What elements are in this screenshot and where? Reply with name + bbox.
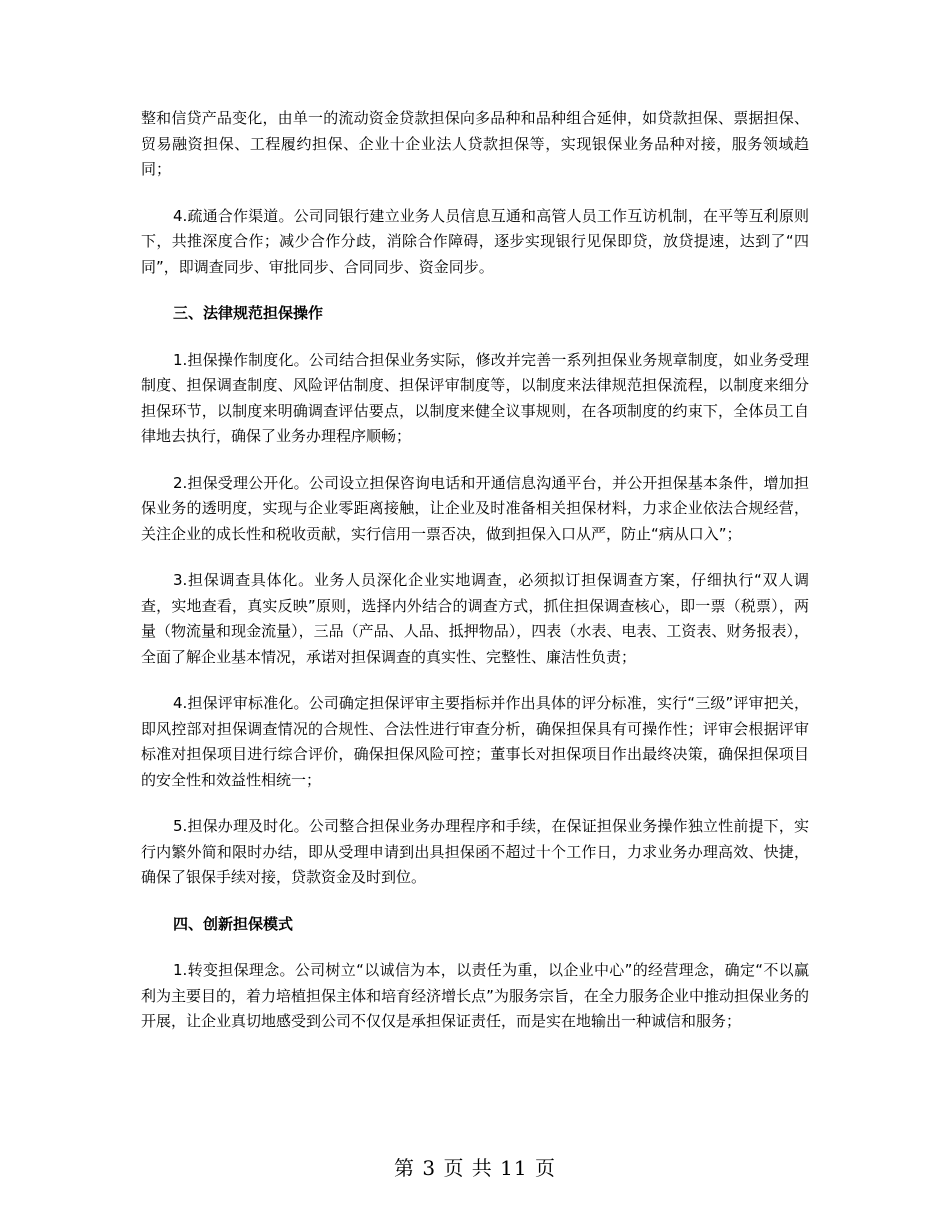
section-heading-innovate: 四、创新担保模式 [173, 914, 294, 933]
paragraph-publicize: 2.担保受理公开化。公司设立担保咨询电话和开通信息沟通平台，并公开担保基本条件，增加担保业务的透明度，实现与企业零距离接触，让企业及时准备相关担保材料，力求企业依法合规经营，关注企业的成长性和税收贡献，实行信用一票否决，做到担保入口从严，防止“病从口入”； [141, 473, 809, 543]
paragraph-concept: 1.转变担保理念。公司树立“以诚信为本，以责任为重，以企业中心”的经营理念，确定“不以赢利为主要目的，着力培植担保主体和培育经济增长点”为服务宗旨，在全力服务企业中推动担保业务的开展，让企业真切地感受到公司不仅仅是承担保证责任，而是实在地输出一种诚信和服务； [141, 961, 809, 1030]
paragraph-investigate: 3.担保调查具体化。业务人员深化企业实地调查，必须拟订担保调查方案，仔细执行“双人调查，实地查看，真实反映”原则，选择内外结合的调查方式，抓住担保调查核心，即一票（税票），两量（物流量和现金流量），三品（产品、人品、抵押物品），四表（水表、电表、工资表、财务报表），全面了解企业基本情况，承诺对担保调查的真实性、完整性、廉洁性负责； [141, 571, 809, 666]
document-body [141, 106, 809, 1056]
paragraph-standardize: 4.担保评审标准化。公司确定担保评审主要指标并作出具体的评分标准，实行“三级”评审把关，即风控部对担保调查情况的合规性、合法性进行审查分析，确保担保具有可操作性；评审会根据评审标准对担保项目进行综合评价，确保担保风险可控；董事长对担保项目作出最终决策，确保担保项目的安全性和效益性相统一； [141, 694, 809, 789]
section-heading-legal: 三、法律规范担保操作 [173, 304, 324, 322]
paragraph-channel: 4.疏通合作渠道。公司同银行建立业务人员信息互通和高管人员工作互访机制，在平等互利原则下，共推深度合作；减少合作分歧，消除合作障碍，逐步实现银行见保即贷，放贷提速，达到了“四同”，即调查同步、审批同步、合同同步、资金同步。 [141, 206, 809, 276]
paragraph-timely: 5.担保办理及时化。公司整合担保业务办理程序和手续，在保证担保业务操作独立性前提下，实行内繁外简和限时办结，即从受理申请到出具担保函不超过十个工作日，力求业务办理高效、快捷，确保了银保手续对接，贷款资金及时到位。 [141, 817, 809, 886]
page-number-footer: 第 3 页 共 11 页 [394, 1156, 556, 1180]
paragraph-institutionalize: 1.担保操作制度化。公司结合担保业务实际，修改并完善一系列担保业务规章制度，如业务受理制度、担保调查制度、风险评估制度、担保评审制度等，以制度来法律规范担保流程，以制度来细分担保环节，以制度来明确调查评估要点，以制度来健全议事规则，在各项制度的约束下，全体员工自律地去执行，确保了业务办理程序顺畅； [141, 350, 809, 445]
paragraph-intro: 整和信贷产品变化，由单一的流动资金贷款担保向多品种和品种组合延伸，如贷款担保、票据担保、贸易融资担保、工程履约担保、企业十企业法人贷款担保等，实现银保业务品种对接，服务领域趋同； [141, 109, 809, 178]
